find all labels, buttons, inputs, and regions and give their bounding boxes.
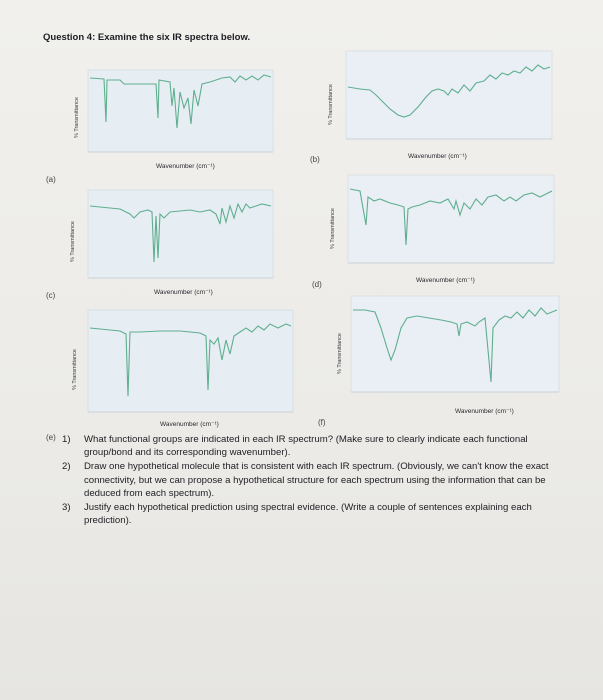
spectrum-panel-f xyxy=(325,288,565,423)
panel-label-c: (c) xyxy=(46,291,56,300)
panel-label-a: (a) xyxy=(46,175,56,184)
y-axis-label-f: % Transmittance xyxy=(337,333,343,374)
x-axis-label-a: Wavenumber (cm⁻¹) xyxy=(156,163,215,170)
question-text: Draw one hypothetical molecule that is consistent with each IR spectrum. (Obviously, we can't know the exact connectivity, but we can propose a hypothetical structure for each spectrum using the information that can be deduced from each spectrum). xyxy=(84,461,549,499)
panel-label-f: (f) xyxy=(318,418,326,427)
question-number: 1) xyxy=(62,434,71,445)
spectrum-panel-d xyxy=(320,165,560,290)
x-axis-label-c: Wavenumber (cm⁻¹) xyxy=(154,289,213,296)
spectrum-panel-b xyxy=(318,45,558,165)
question-item xyxy=(62,433,562,459)
y-axis-label-b: % Transmittance xyxy=(328,84,334,125)
question-number: 2) xyxy=(62,461,71,473)
spectrum-plot-f xyxy=(325,288,565,423)
question-item xyxy=(62,460,562,500)
y-axis-label-e: % Transmittance xyxy=(72,349,78,390)
x-axis-label-f: Wavenumber (cm⁻¹) xyxy=(455,408,514,415)
question-heading: Question 4: Examine the six IR spectra below. xyxy=(43,32,251,43)
spectrum-plot-d xyxy=(320,165,560,290)
spectrum-panel-c xyxy=(60,178,285,303)
spectrum-plot-c xyxy=(60,178,285,303)
y-axis-label-a: % Transmittance xyxy=(74,97,80,138)
spectrum-plot-e xyxy=(60,298,305,433)
x-axis-label-b: Wavenumber (cm⁻¹) xyxy=(408,153,467,160)
spectrum-panel-e xyxy=(60,298,305,433)
panel-label-e: (e) xyxy=(46,433,56,442)
question-text: What functional groups are indicated in each IR spectrum? (Make sure to clearly indicate each functional group/bond and its corresponding wavenumber). xyxy=(84,434,528,459)
x-axis-label-d: Wavenumber (cm⁻¹) xyxy=(416,277,475,284)
y-axis-label-c: % Transmittance xyxy=(70,221,76,262)
spectrum-plot-b xyxy=(318,45,558,165)
question-item xyxy=(62,501,562,527)
question-number: 3) xyxy=(62,502,71,514)
question-text: Justify each hypothetical prediction using spectral evidence. (Write a couple of sentences explaining each prediction). xyxy=(84,502,532,527)
panel-label-b: (b) xyxy=(310,155,320,164)
y-axis-label-d: % Transmittance xyxy=(330,208,336,249)
question-list xyxy=(62,433,562,528)
x-axis-label-e: Wavenumber (cm⁻¹) xyxy=(160,421,219,428)
spectrum-panel-a xyxy=(60,58,285,183)
panel-label-d: (d) xyxy=(312,280,322,289)
